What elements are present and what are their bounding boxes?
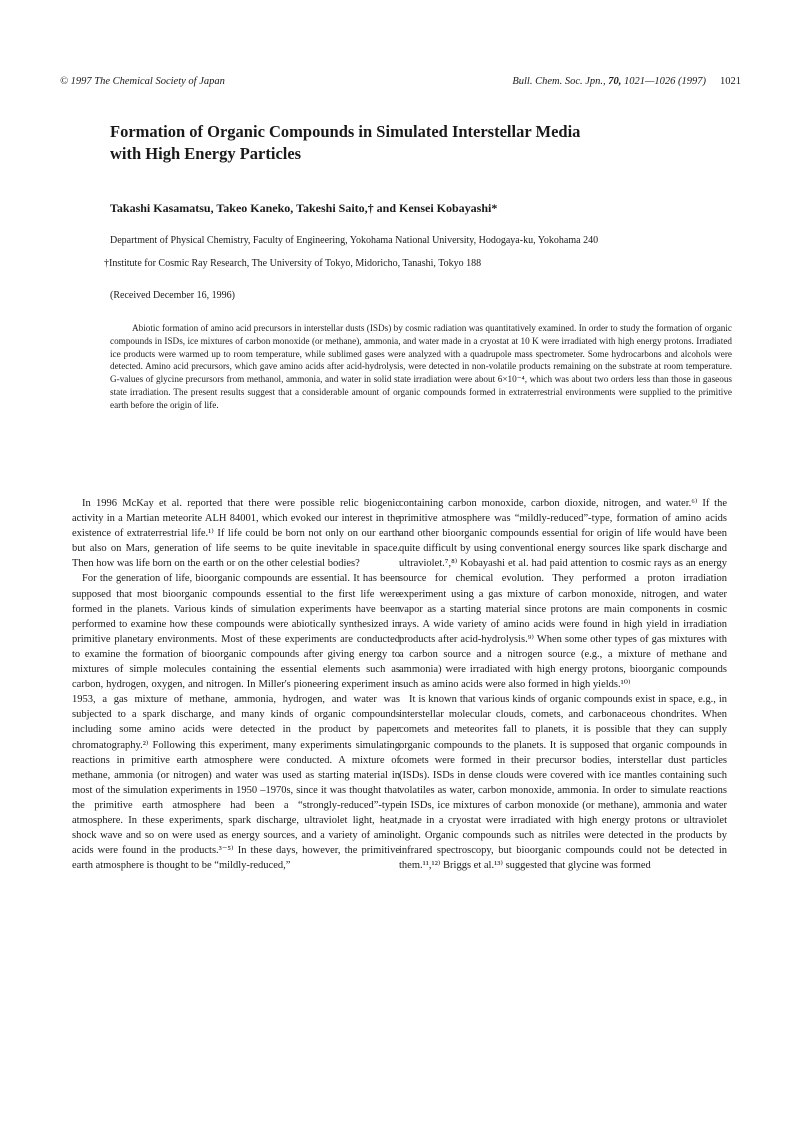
paragraph: In 1996 McKay et al. reported that there were possible relic biogenic activity in a Martian meteorite ALH 84001, which evoked our interest in the existence of extraterrestrial life.¹⁾ If life could be born not only on our earth but also on Mars, generation of life seems to be quite inevitable in space. Then how was life born on the earth or on the other celestial bodies? [72,498,400,570]
running-header [60,76,741,90]
title-line-2: with High Energy Particles [110,144,302,163]
author-list: Takashi Kasamatsu, Takeo Kaneko, Takeshi Saito,† and Kensei Kobayashi* [110,201,498,215]
abstract: Abiotic formation of amino acid precursors in interstellar dusts (ISDs) by cosmic radiation was quantitatively examined. In order to study the formation of organic compounds in ISDs, ice mixtures of carbon monoxide (or methane), ammonia, and water made in a cryostat at 10 K were irradiated with high energy protons. Irradiated ice products were warmed up to room temperature, while sublimed gases were analyzed with a quadrupole mass spectrometer. Some hydrocarbons and alcohols were detected. Amino acid precursors, which gave amino acids after acid-hydrolysis, were detected in non-volatile products remaining on the substrate at room temperature. G-values of glycine precursors from methanol, ammonia, and water in solid state irradiation were about 6×10⁻⁴, which was about two orders less than those in gaseous state irradiation. The present results suggest that a considerable amount of organic compounds formed in extraterrestrial environments were supplied to the primitive earth before the origin of life. [110,323,732,410]
paragraph: For the generation of life, bioorganic compounds are essential. It has been supposed that most bioorganic compounds essential to the first life were formed in the planets. Various kinds of simulation experiments have been performed to examine how these compounds were abiotically synthesized in primitive planetary environments. Most of these experiments are conducted to examine the formation of bioorganic compounds after giving energy to mixtures of simple molecules containing the essential elements such as carbon, hydrogen, oxygen, and nitrogen. In Miller's pioneering experiment in 1953, a gas mixture of methane, ammonia, hydrogen, and water was subjected to a spark discharge, and many kinds of organic compounds including some amino acids were detected in the product by paper chromatography.²⁾ Following this experiment, many experiments simulating reactions in primitive earth atmosphere were conducted. A mixture of methane, ammonia (or nitrogen) and water was used as starting material in most of the simulation experiments in 1950 –1970s, since it was thought that the primitive earth atmosphere had been a “strongly-reduced”-type atmosphere. In these experiments, spark discharge, ultraviolet light, heat, shock wave and so on were used as energy sources, and a variety of amino acids were found in the products.³⁻⁵⁾ In these days, however, the primitive earth atmosphere is thought to be “mildly-reduced,” [72,573,400,872]
journal-citation [512,76,741,87]
page-number: 1021 [720,76,741,87]
journal-name: Bull. Chem. Soc. Jpn., [512,76,606,87]
body-column-right [399,496,727,873]
affiliation-2: †Institute for Cosmic Ray Research, The University of Tokyo, Midoricho, Tanashi, Tokyo 188 [104,258,482,269]
title-line-1: Formation of Organic Compounds in Simulated Interstellar Media [110,122,581,141]
paper-title [110,121,710,165]
journal-pages: 1021—1026 (1997) [624,76,706,87]
body-column-left [72,496,400,873]
copyright-notice: © 1997 The Chemical Society of Japan [60,76,225,87]
paragraph: containing carbon monoxide, carbon dioxide, nitrogen, and water.⁶⁾ If the primitive atmosphere was “mildly-reduced”-type, formation of amino acids and other bioorganic compounds essential for origin of life would have been quite difficult by using conventional energy sources like spark discharge and ultraviolet.⁷,⁸⁾ Kobayashi et al. had paid attention to cosmic rays as an energy source for chemical evolution. They performed a proton irradiation experiment using a gas mixture of carbon monoxide, nitrogen, and water vapor as a starting material since protons are main components in cosmic rays. A wide variety of amino acids were found in high yield in irradiation products after acid-hydrolysis.⁹⁾ When some other types of gas mixtures with a carbon source and a nitrogen source (e.g., a mixture of methane and ammonia) were irradiated with high energy protons, bioorganic compounds such as amino acids were also formed in high yields.¹⁰⁾ [399,498,727,691]
affiliation-1: Department of Physical Chemistry, Faculty of Engineering, Yokohama National University, Hodogaya-ku, Yokohama 240 [110,235,599,246]
received-date: (Received December 16, 1996) [110,290,235,301]
paragraph: It is known that various kinds of organic compounds exist in space, e.g., in interstellar molecular clouds, comets, and carbonaceous chondrites. When comets and meteorites fall to planets, it is possible that they can supply organic compounds to the planets. It is supposed that organic compounds in comets were formed in their precursor bodies, interstellar dust particles (ISDs). ISDs in dense clouds were covered with ice mantles containing such volatiles as water, carbon monoxide, ammonia. In order to simulate reactions in ISDs, ice mixtures of carbon monoxide (or methane), ammonia and water made in a cryostat were irradiated with high energy protons or ultraviolet light. Organic compounds such as nitriles were detected in the products by infrared spectroscopy, but bioorganic compounds could not be detected in them.¹¹,¹²⁾ Briggs et al.¹³⁾ suggested that glycine was formed [399,694,727,872]
journal-volume: 70, [608,76,622,87]
